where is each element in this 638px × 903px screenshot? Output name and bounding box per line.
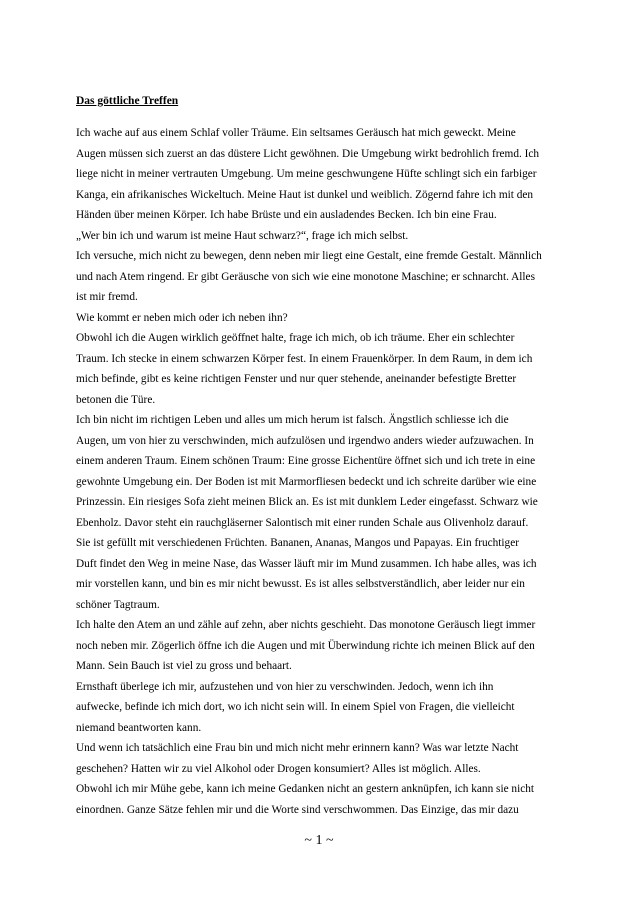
text-line: und nach Atem ringend. Er gibt Geräusche von sich wie eine monotone Maschine; er schnarcht. Alles bbox=[76, 270, 535, 283]
text-line: einordnen. Ganze Sätze fehlen mir und die Worte sind verschwommen. Das Einzige, das mir dazu bbox=[76, 803, 519, 816]
text-line: Mann. Sein Bauch ist viel zu gross und behaart. bbox=[76, 660, 292, 672]
text-line: schöner Tagtraum. bbox=[76, 598, 160, 611]
text-line: mich befinde, gibt es keine richtigen Fenster und nur quer stehende, aneinander befestigte Bretter bbox=[76, 373, 517, 385]
text-line: Augen, um von hier zu verschwinden, mich aufzulösen und irgendwo anders wieder aufzuwachen. In bbox=[76, 434, 534, 447]
text-line: noch neben mir. Zögerlich öffne ich die Augen und mit Überwindung richte ich meinen Blick auf den bbox=[76, 639, 535, 652]
text-line: Traum. Ich stecke in einem schwarzen Körper fest. In einem Frauenkörper. In dem Raum, in dem ich bbox=[76, 352, 533, 365]
document-title: Das göttliche Treffen bbox=[76, 95, 179, 107]
text-line: Ich halte den Atem an und zähle auf zehn, aber nichts geschieht. Das monotone Geräusch liegt immer bbox=[76, 619, 536, 631]
text-line: einem anderen Traum. Einem schönen Traum: Eine grosse Eichentüre öffnet sich und ich trete in eine bbox=[76, 455, 536, 467]
text-line: Obwohl ich die Augen wirklich geöffnet halte, frage ich mich, ob ich träume. Eher ein schlechter bbox=[76, 332, 515, 344]
text-line: Ernsthaft überlege ich mir, aufzustehen und von hier zu verschwinden. Jedoch, wenn ich ihn bbox=[76, 680, 494, 693]
text-line: Wie kommt er neben mich oder ich neben ihn? bbox=[76, 311, 288, 324]
text-line: Händen über meinen Körper. Ich habe Brüste und ein ausladendes Becken. Ich bin eine Frau. bbox=[76, 209, 497, 221]
text-line: aufwecke, befinde ich mich dort, wo ich nicht sein will. In einem Spiel von Fragen, die vielleicht bbox=[76, 701, 515, 713]
text-line: Duft findet den Weg in meine Nase, das Wasser läuft mir im Mund zusammen. Ich habe alles, was ich bbox=[76, 557, 537, 570]
text-line: Sie ist gefüllt mit verschiedenen Früchten. Bananen, Ananas, Mangos und Papayas. Ein fruchtiger bbox=[76, 537, 519, 549]
text-line: niemand beantworten kann. bbox=[76, 721, 202, 734]
text-line: Prinzessin. Ein riesiges Sofa zieht meinen Blick an. Es ist mit dunklem Leder eingefasst. Schwarz wie bbox=[76, 496, 538, 508]
text-line: Kanga, ein afrikanisches Wickeltuch. Meine Haut ist dunkel und weiblich. Zögernd fahre ich mit den bbox=[76, 188, 534, 201]
text-line: betonen die Türe. bbox=[76, 393, 156, 406]
text-line: Ich wache auf aus einem Schlaf voller Träume. Ein seltsames Geräusch hat mich geweckt. Meine bbox=[76, 127, 516, 139]
text-line: liege nicht in meiner vertrauten Umgebung. Um meine geschwungene Hüfte schlingt sich ein farbiger bbox=[76, 168, 537, 180]
text-line: Augen müssen sich zuerst an das düstere Licht gewöhnen. Die Umgebung wirkt bedrohlich fremd. Ich bbox=[76, 147, 540, 160]
text-line: gewohnte Umgebung ein. Der Boden ist mit Marmorfliesen bedeckt und ich schreite darüber wie eine bbox=[76, 475, 537, 488]
text-line: Ebenholz. Davor steht ein rauchgläserner Salontisch mit einer runden Schale aus Olivenholz darauf. bbox=[76, 516, 529, 529]
text-line: Und wenn ich tatsächlich eine Frau bin und mich nicht mehr erinnern kann? Was war letzte Nacht bbox=[76, 742, 519, 754]
text-line: geschehen? Hatten wir zu viel Alkohol oder Drogen konsumiert? Alles ist möglich. Alles. bbox=[76, 762, 481, 775]
text-line: Ich versuche, mich nicht zu bewegen, denn neben mir liegt eine Gestalt, eine fremde Gestalt. Männlich bbox=[76, 250, 542, 262]
text-line: mir vorstellen kann, und bin es mir nicht bewusst. Es ist alles selbstverständlich, aber leider nur ein bbox=[76, 578, 525, 590]
body-text bbox=[76, 123, 572, 820]
text-line: „Wer bin ich und warum ist meine Haut schwarz?“, frage ich mich selbst. bbox=[76, 229, 409, 242]
text-line: Ich bin nicht im richtigen Leben und alles um mich herum ist falsch. Ängstlich schliesse ich die bbox=[76, 414, 509, 426]
page-number: ~ 1 ~ bbox=[304, 833, 334, 848]
text-line: Obwohl ich mir Mühe gebe, kann ich meine Gedanken nicht an gestern anknüpfen, ich kann sie nicht bbox=[76, 783, 535, 795]
text-line: ist mir fremd. bbox=[76, 291, 138, 303]
